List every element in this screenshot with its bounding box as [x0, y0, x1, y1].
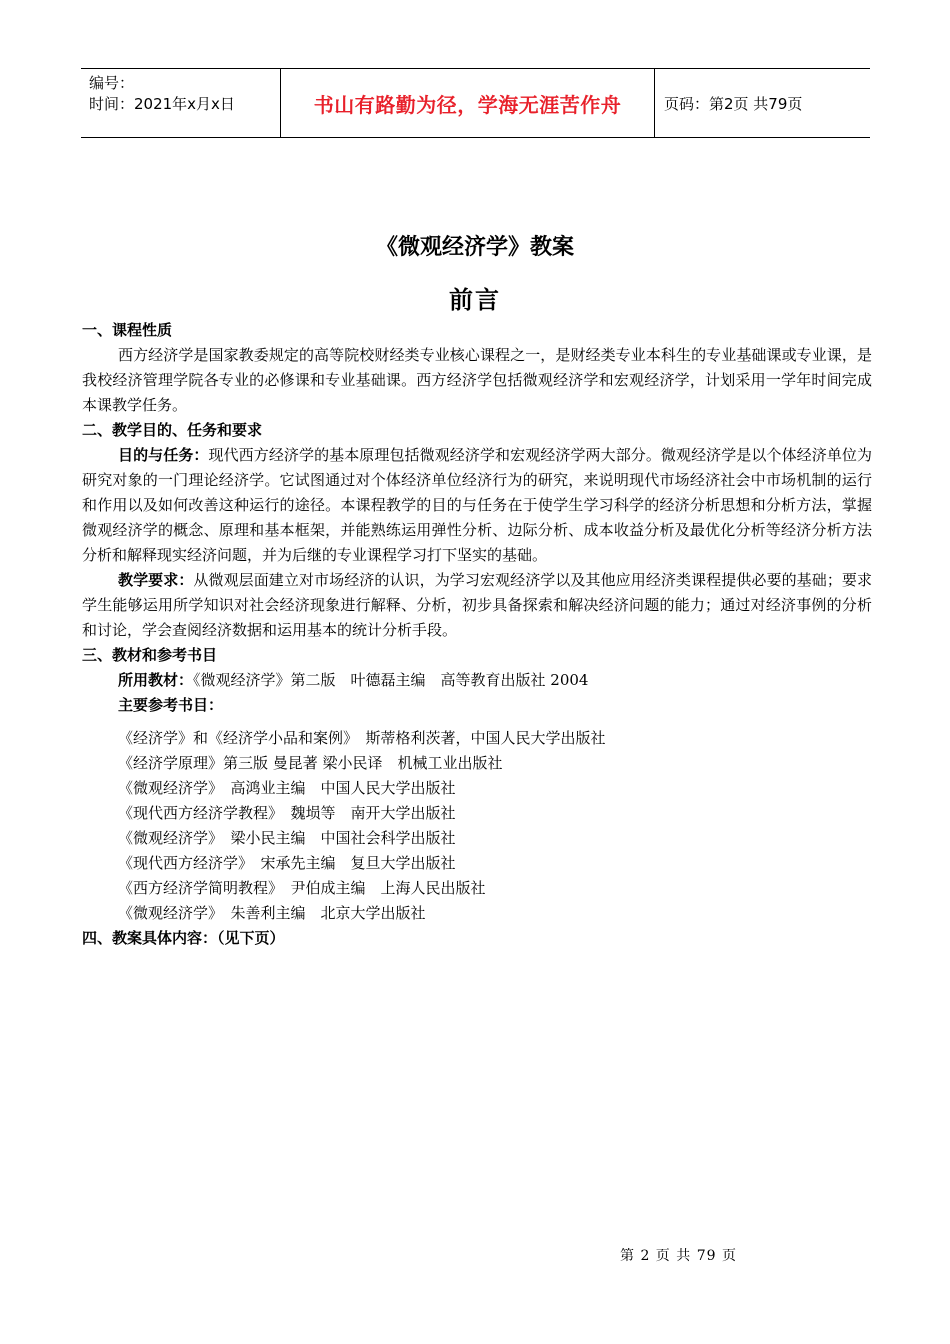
references-heading: 主要参考书目：: [118, 696, 224, 714]
requirements-text: 从微观层面建立对市场经济的认识，为学习宏观经济学以及其他应用经济类课程提供必要的基础；要求学生能够运用所学知识对社会经济现象进行解释、分析，初步具备探索和解决经济问题的能力；通过对经济事例的分析和讨论，学会查阅经济数据和运用基本的统计分析手段。: [82, 571, 872, 639]
header-page-cell: [655, 69, 870, 137]
section-heading-lesson-content: 四、教案具体内容：（见下页）: [82, 929, 285, 947]
reference-item: 《微观经济学》 高鸿业主编 中国人民大学出版社: [118, 779, 456, 797]
document-subtitle: 前言: [449, 286, 501, 314]
textbook-lead: 所用教材：: [118, 671, 194, 689]
reference-item: 《微观经济学》 梁小民主编 中国社会科学出版社: [118, 829, 456, 847]
header-meta: [81, 69, 280, 137]
paragraph-teaching-requirements: [82, 568, 872, 643]
header-motto: 书山有路勤为径，学海无涯苦作舟: [313, 92, 622, 117]
header-motto-cell: [280, 69, 655, 137]
page-footer: 第 2 页 共 79 页: [620, 1248, 737, 1264]
textbook-text: 《微观经济学》第二版 叶德磊主编 高等教育出版社 2004: [193, 671, 589, 689]
paragraph-goals-and-tasks: [82, 443, 872, 568]
textbook-line: [82, 668, 872, 693]
section-heading-course-nature: 一、课程性质: [82, 321, 173, 339]
document-title: 《微观经济学》教案: [375, 235, 574, 260]
reference-item: 《西方经济学简明教程》 尹伯成主编 上海人民出版社: [118, 879, 486, 897]
reference-list: [82, 726, 872, 926]
document-body: [82, 318, 872, 951]
document-number-label: 编号：: [89, 74, 135, 92]
section-heading-teaching-goals: 二、教学目的、任务和要求: [82, 421, 263, 439]
reference-item: 《现代西方经济学》 宋承先主编 复旦大学出版社: [118, 854, 456, 872]
page-header: [81, 68, 870, 138]
reference-item: 《经济学》和《经济学小品和案例》 斯蒂格利茨著，中国人民大学出版社: [118, 729, 606, 747]
reference-item: 《现代西方经济学教程》 魏埙等 南开大学出版社: [118, 804, 456, 822]
document-date: 时间：2021年x月x日: [89, 95, 235, 113]
section-heading-textbooks: 三、教材和参考书目: [82, 646, 218, 664]
header-page-number: 页码：第2页 共79页: [664, 94, 803, 113]
section-text-course-nature: 西方经济学是国家教委规定的高等院校财经类专业核心课程之一，是财经类专业本科生的专业基础课或专业课，是我校经济管理学院各专业的必修课和专业基础课。西方经济学包括微观经济学和宏观经济学，计划采用一学年时间完成本课教学任务。: [82, 346, 872, 414]
reference-item: 《经济学原理》第三版 曼昆著 梁小民译 机械工业出版社: [118, 754, 503, 772]
goals-text: 现代西方经济学的基本原理包括微观经济学和宏观经济学两大部分。微观经济学是以个体经济单位为研究对象的一门理论经济学。它试图通过对个体经济单位经济行为的研究，来说明现代市场经济社会中市场机制的运行和作用以及如何改善这种运行的途径。本课程教学的目的与任务在于使学生学习科学的经济分析思想和分析方法，掌握微观经济学的概念、原理和基本框架，并能熟练运用弹性分析、边际分析、成本收益分析及最优化分析等经济分析方法分析和解释现实经济问题，并为后继的专业课程学习打下坚实的基础。: [82, 446, 872, 564]
goals-lead: 目的与任务：: [118, 446, 209, 464]
requirements-lead: 教学要求：: [118, 571, 194, 589]
reference-item: 《微观经济学》 朱善利主编 北京大学出版社: [118, 904, 426, 922]
